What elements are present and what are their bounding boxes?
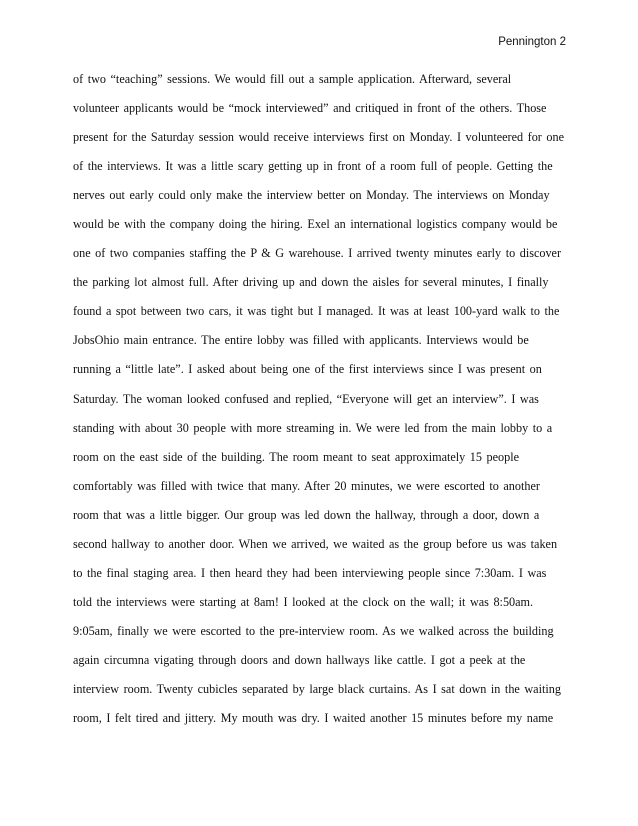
text-line: nerves out early could only make the interview better on Monday. The interviews on Monday [73, 188, 550, 203]
text-line: would be with the company doing the hiring. Exel an international logistics company would be [73, 217, 558, 232]
text-line: of the interviews. It was a little scary getting up in front of a room full of people. Getting the [73, 159, 553, 174]
text-line: second hallway to another door. When we arrived, we waited as the group before us was taken [73, 536, 558, 551]
text-line: interview room. Twenty cubicles separated by large black curtains. As I sat down in the waiting [73, 681, 561, 696]
text-line: volunteer applicants would be “mock interviewed” and critiqued in front of the others. Those [73, 101, 547, 116]
text-line: Saturday. The woman looked confused and replied, “Everyone will get an interview”. I was [73, 391, 539, 406]
text-line: to the final staging area. I then heard they had been interviewing people since 7:30am. I was [73, 565, 547, 580]
text-line: one of two companies staffing the P & G warehouse. I arrived twenty minutes early to discover [73, 246, 562, 261]
text-line: standing with about 30 people with more streaming in. We were led from the main lobby to a [73, 420, 553, 435]
body-text [73, 70, 573, 738]
text-line: told the interviews were starting at 8am! I looked at the clock on the wall; it was 8:50am. [73, 594, 534, 609]
text-line: of two “teaching” sessions. We would fill out a sample application. Afterward, several [73, 72, 512, 86]
text-line: room, I felt tired and jittery. My mouth was dry. I waited another 15 minutes before my name [73, 711, 554, 726]
running-head: Pennington 2 [498, 36, 566, 48]
text-line: room on the east side of the building. The room meant to seat approximately 15 people [73, 449, 520, 464]
text-line: found a spot between two cars, it was tight but I managed. It was at least 100-yard walk to the [73, 304, 560, 319]
text-line: again circumna vigating through doors and down hallways like cattle. I got a peek at the [73, 652, 526, 667]
text-line: present for the Saturday session would receive interviews first on Monday. I volunteered for one [73, 130, 564, 145]
text-line: room that was a little bigger. Our group was led down the hallway, through a door, down a [73, 507, 540, 522]
text-line: JobsOhio main entrance. The entire lobby was filled with applicants. Interviews would be [73, 333, 529, 348]
text-line: running a “little late”. I asked about being one of the first interviews since I was present on [73, 362, 542, 377]
text-line: 9:05am, finally we were escorted to the pre-interview room. As we walked across the building [73, 623, 554, 638]
text-line: the parking lot almost full. After driving up and down the aisles for several minutes, I finally [73, 275, 549, 290]
text-line: comfortably was filled with twice that many. After 20 minutes, we were escorted to another [73, 478, 540, 493]
